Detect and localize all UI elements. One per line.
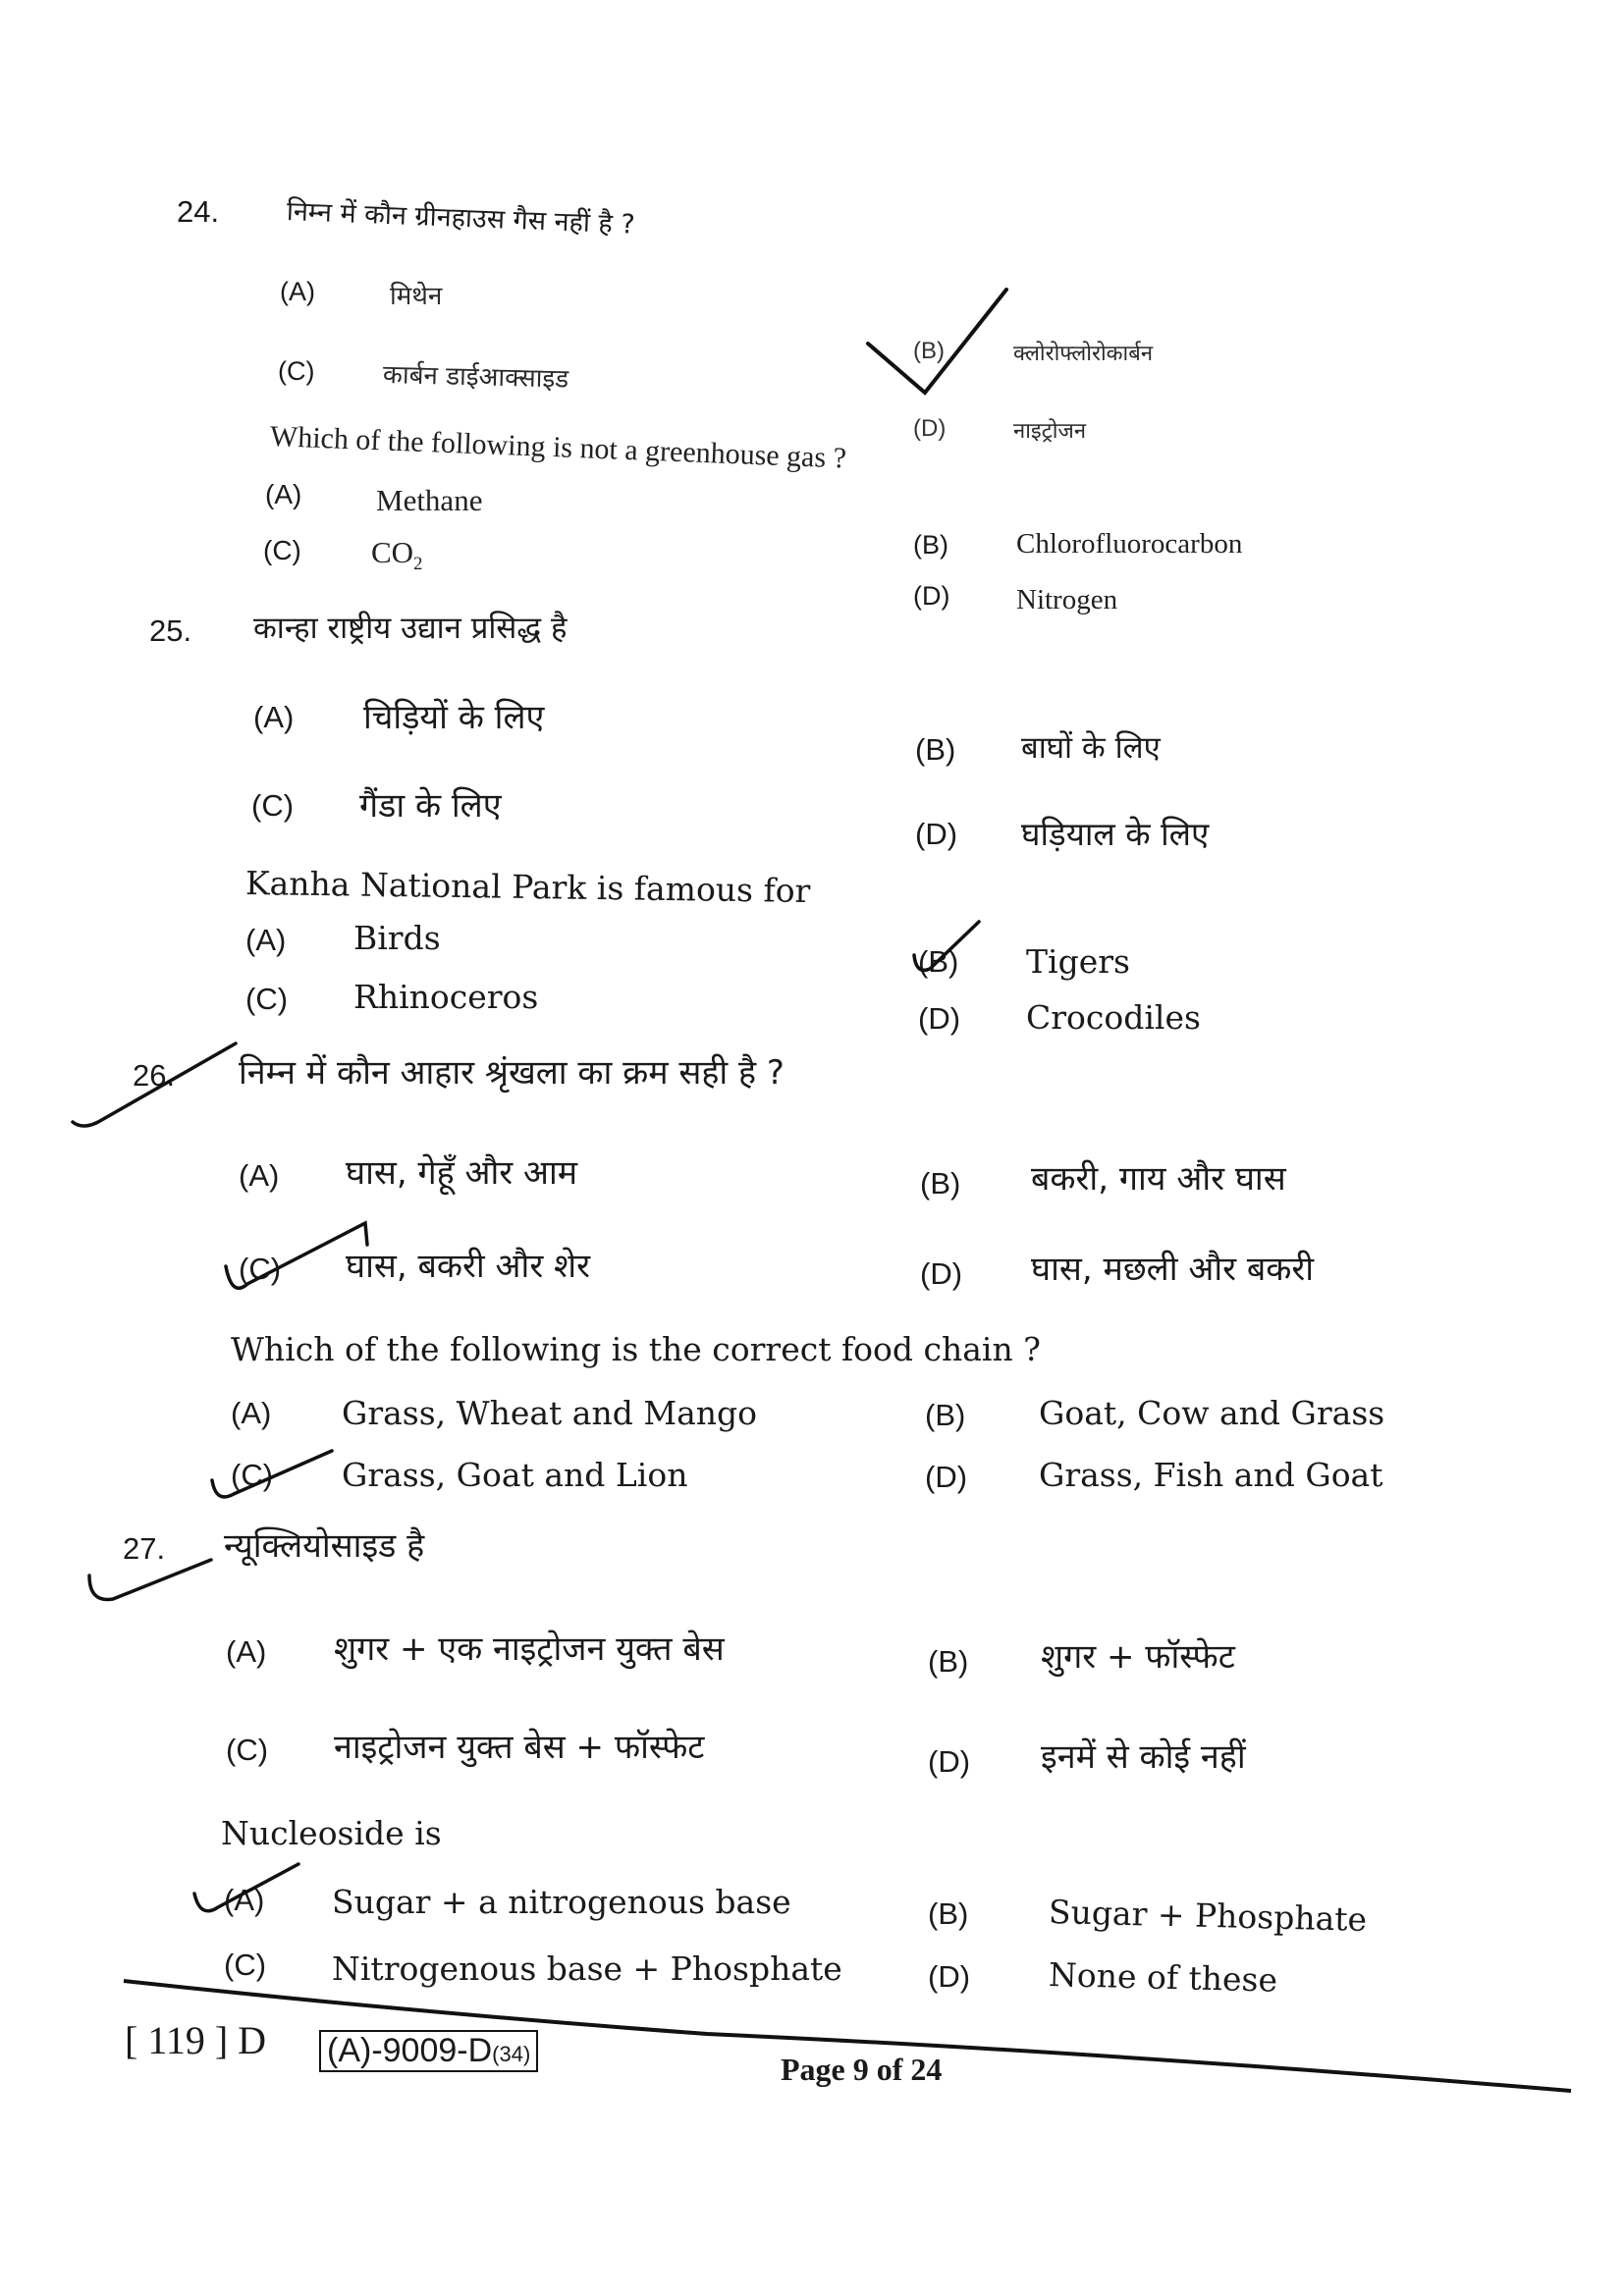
paper-code: [ 119 ] D xyxy=(125,2018,267,2062)
option-label: (D) xyxy=(920,1256,963,1291)
option-label: (A) xyxy=(253,700,295,734)
option-text-hindi: शुगर + फॉस्फेट xyxy=(1041,1637,1235,1677)
option-label: (D) xyxy=(928,1744,971,1779)
question-text-hindi: न्यूक्लियोसाइड है xyxy=(224,1526,425,1566)
option-label: (C) xyxy=(224,1948,267,1982)
option-label: (B) xyxy=(928,1896,969,1931)
question-text-english: Which of the following is the correct food chain ? xyxy=(231,1330,1041,1368)
option-text-english: Grass, Goat and Lion xyxy=(342,1456,688,1494)
option-label: (D) xyxy=(925,1460,968,1494)
option-label: (D) xyxy=(913,581,950,611)
option-text-hindi: घड़ियाल के लिए xyxy=(1021,815,1210,853)
option-text-hindi: मिथेन xyxy=(390,282,443,311)
question-text-english: Kanha National Park is famous for xyxy=(244,864,811,911)
question-number: 27. xyxy=(123,1531,166,1566)
option-text-english: Sugar + Phosphate xyxy=(1048,1893,1368,1939)
option-label: (A) xyxy=(265,479,302,509)
question-text-hindi: निम्न में कौन ग्रीनहाउस गैस नहीं है ? xyxy=(286,196,636,240)
option-label: (D) xyxy=(928,1959,971,1994)
option-text-hindi: क्लोरोफ्लोरोकार्बन xyxy=(1013,342,1154,366)
option-label: (D) xyxy=(913,415,947,442)
option-text-english: Nitrogen xyxy=(1016,584,1118,615)
option-label: (B) xyxy=(913,530,948,560)
option-text-english: Birds xyxy=(353,919,441,957)
option-text-hindi: बकरी, गाय और घास xyxy=(1031,1159,1286,1199)
question-text-english: Which of the following is not a greenhouse gas ? xyxy=(269,420,847,475)
question-number: 26. xyxy=(133,1058,176,1093)
option-label: (B) xyxy=(913,338,945,364)
option-text-english: Sugar + a nitrogenous base xyxy=(332,1883,791,1921)
option-text-hindi: नाइट्रोजन xyxy=(1013,419,1087,444)
option-text-english: Chlorofluorocarbon xyxy=(1016,528,1243,560)
option-text-english: Grass, Wheat and Mango xyxy=(342,1394,758,1432)
option-label: (D) xyxy=(915,817,958,851)
option-text-hindi: चिड़ियों के लिए xyxy=(363,698,545,737)
option-text-hindi: घास, बकरी और शेर xyxy=(346,1247,591,1286)
option-text-english: Crocodiles xyxy=(1026,998,1201,1037)
question-text-hindi: निम्न में कौन आहार श्रृंखला का क्रम सही है ? xyxy=(239,1053,785,1093)
option-text-hindi: घास, गेहूँ और आम xyxy=(346,1153,578,1193)
option-text-english: Grass, Fish and Goat xyxy=(1039,1456,1383,1494)
option-label: (C) xyxy=(226,1733,269,1767)
option-label: (C) xyxy=(239,1252,282,1286)
option-text-hindi: गैंडा के लिए xyxy=(359,786,502,826)
option-text-english: Tigers xyxy=(1026,942,1130,981)
option-label: (A) xyxy=(280,277,315,306)
question-number: 25. xyxy=(149,614,192,648)
option-label: (B) xyxy=(928,1644,969,1679)
option-text-hindi: बाघों के लिए xyxy=(1021,730,1161,766)
option-text-english: Rhinoceros xyxy=(353,978,539,1016)
option-label: (C) xyxy=(231,1458,274,1492)
option-text-english: $CO_2$ xyxy=(371,535,423,575)
option-label: (A) xyxy=(245,923,287,957)
option-text-hindi: घास, मछली और बकरी xyxy=(1031,1250,1315,1289)
option-label: (C) xyxy=(278,356,315,386)
option-label: (D) xyxy=(918,1001,961,1036)
option-label: (C) xyxy=(251,788,295,823)
option-label: (B) xyxy=(920,1166,961,1201)
option-text-english: Nitrogenous base + Phosphate xyxy=(332,1949,842,1988)
option-label: (A) xyxy=(231,1396,272,1430)
option-text-english: Goat, Cow and Grass xyxy=(1039,1394,1385,1432)
option-label: (C) xyxy=(263,535,301,565)
option-text-hindi: कार्बन डाईआक्साइड xyxy=(382,360,569,395)
question-number: 24. xyxy=(177,194,220,229)
option-text-hindi: शुगर + एक नाइट्रोजन युक्त बेस xyxy=(334,1629,725,1669)
option-label: (A) xyxy=(226,1634,267,1669)
option-label: (B) xyxy=(915,732,956,767)
page-number: Page 9 of 24 xyxy=(781,2052,943,2087)
option-label: (A) xyxy=(239,1158,280,1193)
option-text-english: None of these xyxy=(1048,1955,1278,2000)
option-text-hindi: नाइट्रोजन युक्त बेस + फॉस्फेट xyxy=(334,1728,705,1767)
question-text-hindi: कान्हा राष्ट्रीय उद्यान प्रसिद्ध है xyxy=(253,611,568,646)
option-label: (B) xyxy=(925,1398,966,1432)
option-label: (C) xyxy=(245,982,289,1016)
option-text-english: Methane xyxy=(376,483,483,517)
option-label: (B) xyxy=(918,944,959,979)
option-text-hindi: इनमें से कोई नहीं xyxy=(1041,1737,1246,1777)
booklet-code: (A)-9009-D(34) xyxy=(319,2030,538,2072)
option-label: (A) xyxy=(224,1883,265,1917)
question-text-english: Nucleoside is xyxy=(221,1814,442,1852)
